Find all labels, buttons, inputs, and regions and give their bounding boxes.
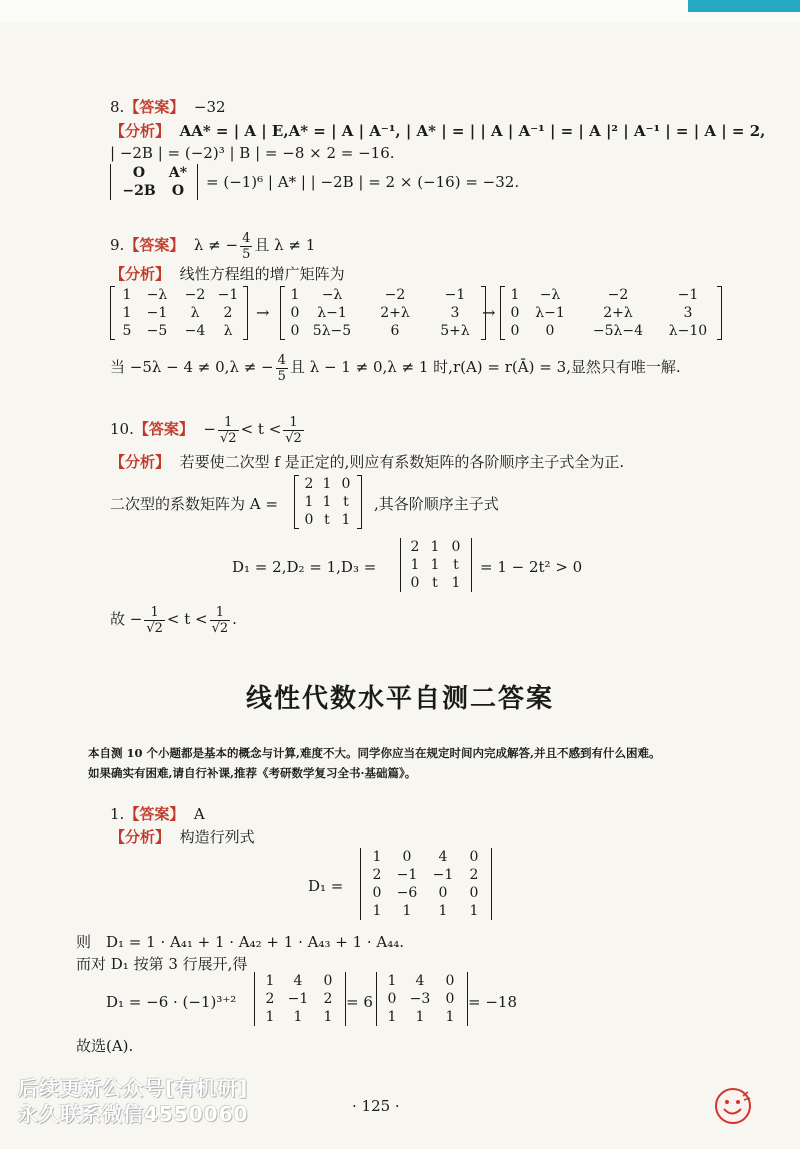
denominator: √2	[211, 620, 229, 636]
matrix-cell: −λ	[539, 287, 561, 303]
det-cell: 2	[372, 867, 382, 883]
matrix-cell: λ−10	[668, 323, 708, 339]
matrix-cell: 6	[390, 323, 400, 339]
answer-label: 【答案】	[124, 236, 185, 254]
q1-minor-determinant	[254, 972, 346, 1026]
det-cell: 1	[293, 1009, 303, 1025]
q8-answer: −32	[193, 98, 226, 116]
fraction	[283, 415, 304, 446]
q9-answer-line	[110, 230, 315, 262]
q1-d1-label	[308, 876, 343, 896]
q1-expand-text: 而对 D₁ 按第 3 行展开,得	[76, 955, 248, 973]
det-cell: 0	[445, 973, 455, 989]
matrix-cell: 5	[122, 323, 132, 339]
det-cell: −6	[396, 885, 418, 901]
q10-analysis-line	[110, 452, 624, 472]
q9-analysis-line	[110, 264, 345, 284]
q10-matrix-text: 二次型的系数矩阵为 A =	[110, 495, 278, 513]
denominator: √2	[285, 430, 302, 446]
q10-intro: 若要使二次型 f 是正定的,则应有系数矩阵的各阶顺序主子式全为正.	[179, 453, 625, 471]
matrix-cell: 0	[545, 323, 555, 339]
analysis-label: 【分析】	[110, 265, 171, 283]
q1-then-text: 则 D₁ = 1 · A₄₁ + 1 · A₄₂ + 1 · A₄₃ + 1 · A₄₄.	[76, 933, 405, 951]
matrix-cell: 1	[122, 287, 132, 303]
matrix-cell: −2	[184, 287, 206, 303]
matrix-cell: 0	[341, 476, 351, 492]
matrix-cell: 2	[304, 476, 314, 492]
inequality: < t <	[166, 610, 208, 628]
matrix-cell: −4	[184, 323, 206, 339]
page-top-edge	[0, 0, 800, 22]
q1-expansion-post	[468, 992, 517, 1012]
answer-label: 【答案】	[133, 420, 194, 438]
q9-conclusion-part: 且 λ − 1 ≠ 0,λ ≠ 1 时,r(A) = r(Ā) = 3,显然只有唯一解.	[289, 358, 681, 376]
q10-matrix-post	[374, 494, 499, 514]
matrix-cell: λ	[190, 305, 200, 321]
det-cell: 0	[323, 973, 333, 989]
det-cell: 0	[402, 849, 412, 865]
q8-analysis-line1	[110, 121, 765, 141]
watermark-line: 永久联系微信4550060	[18, 1102, 249, 1126]
matrix-cell: 5+λ	[440, 323, 470, 339]
matrix-cell: 1	[122, 305, 132, 321]
matrix-cell: 0	[290, 305, 300, 321]
q1-intro: 构造行列式	[179, 828, 255, 846]
q9-number: 9.	[110, 236, 125, 254]
fraction	[218, 415, 239, 446]
det-cell: −3	[409, 991, 431, 1007]
det-cell: 0	[451, 539, 461, 555]
matrix-cell: −1	[677, 287, 699, 303]
section-title: 线性代数水平自测二答案	[245, 684, 554, 714]
q9-matrix-1	[110, 286, 248, 340]
det-cell: t	[453, 557, 459, 573]
matrix-cell: −λ	[321, 287, 343, 303]
matrix-cell: 2+λ	[603, 305, 633, 321]
det-cell: 1	[265, 1009, 275, 1025]
det-cell: 0	[372, 885, 382, 901]
answer-label: 【答案】	[124, 98, 185, 116]
numerator: 4	[277, 352, 286, 368]
matrix-cell: −1	[146, 305, 168, 321]
q10-conclusion-part: 故 −	[110, 610, 143, 628]
det-cell: 1	[265, 973, 275, 989]
det-cell: −1	[432, 867, 454, 883]
q1-d1-text: D₁ =	[308, 877, 344, 895]
q10-coefficient-matrix	[294, 475, 362, 529]
smiley-mascot-icon	[713, 1086, 753, 1126]
det-cell: 2	[323, 991, 333, 1007]
q8-block-determinant	[110, 164, 198, 200]
answer-label: 【答案】	[124, 805, 185, 823]
det-cell: t	[432, 575, 438, 591]
page-number: · 125 ·	[352, 1097, 400, 1115]
matrix-cell: −2	[607, 287, 629, 303]
matrix-cell: 0	[510, 305, 520, 321]
q1-answer-line	[110, 804, 205, 824]
det-cell: 1	[387, 973, 397, 989]
q10-number: 10.	[110, 420, 134, 438]
det-cell: 1	[410, 557, 420, 573]
matrix-cell: 2	[223, 305, 233, 321]
det-cell: 1	[402, 903, 412, 919]
period: .	[232, 610, 237, 628]
analysis-label: 【分析】	[110, 122, 171, 140]
matrix-cell: λ	[223, 323, 233, 339]
numerator: 1	[283, 415, 304, 431]
q1-expansion-text: = 6	[346, 993, 373, 1011]
det-cell: 1	[445, 1009, 455, 1025]
q1-expand-line	[76, 954, 247, 974]
matrix-cell: 1	[341, 512, 351, 528]
matrix-cell: 3	[683, 305, 693, 321]
q9-conclusion	[110, 352, 681, 384]
q10-matrix-text: ,其各阶顺序主子式	[374, 495, 499, 513]
matrix-cell: t	[343, 494, 349, 510]
q10-minors-post	[480, 557, 582, 577]
numerator: 1	[210, 605, 231, 621]
analysis-label: 【分析】	[110, 453, 171, 471]
q8-formula-2: | −2B | = (−2)³ | B | = −8 × 2 = −16.	[110, 144, 395, 162]
minus-sign: −	[203, 420, 216, 438]
matrix-cell: −1	[217, 287, 239, 303]
det-cell: O	[171, 183, 185, 199]
matrix-cell: 5λ−5	[312, 323, 352, 339]
det-cell: 4	[293, 973, 303, 989]
det-cell: 1	[469, 903, 479, 919]
matrix-cell: −5	[146, 323, 168, 339]
matrix-cell: λ−1	[317, 305, 347, 321]
q10-minors-text: D₁ = 2,D₂ = 1,D₃ =	[232, 558, 377, 576]
matrix-cell: 0	[510, 323, 520, 339]
fraction	[240, 231, 252, 262]
fraction	[276, 353, 288, 384]
det-cell: 1	[451, 575, 461, 591]
det-cell: O	[132, 165, 146, 181]
matrix-cell: 2+λ	[380, 305, 410, 321]
denominator: √2	[220, 430, 237, 446]
matrix-cell: −2	[384, 287, 406, 303]
q1-choice-line	[76, 1036, 133, 1056]
det-cell: −1	[396, 867, 418, 883]
q1-expansion-mid	[346, 992, 373, 1012]
q9-conclusion-part: 当 −5λ − 4 ≠ 0,λ ≠ −	[110, 358, 274, 376]
det-cell: 0	[410, 575, 420, 591]
section-intro-line: 如果确实有困难,请自行补课,推荐《考研数学复习全书·基础篇》。	[88, 766, 417, 780]
matrix-cell: 1	[304, 494, 314, 510]
denominator: 5	[277, 368, 286, 384]
numerator: 1	[144, 605, 165, 621]
q1-expansion-text: D₁ = −6 · (−1)³⁺²	[106, 993, 237, 1011]
matrix-cell: −λ	[146, 287, 168, 303]
q1-number: 1.	[110, 805, 125, 823]
det-cell: 2	[265, 991, 275, 1007]
q9-matrix-2	[280, 286, 486, 340]
q8-formula-3: = (−1)⁶ | A* | | −2B | = 2 × (−16) = −32.	[206, 173, 520, 191]
matrix-cell: 3	[450, 305, 460, 321]
denominator: √2	[146, 620, 163, 636]
q10-minors-text: = 1 − 2t² > 0	[480, 558, 583, 576]
q9-answer-part: λ ≠ −	[193, 236, 239, 254]
det-cell: 1	[387, 1009, 397, 1025]
matrix-cell: t	[324, 512, 330, 528]
det-cell: 4	[438, 849, 448, 865]
denominator: 5	[242, 246, 251, 262]
q10-d3-determinant	[400, 538, 472, 592]
det-cell: 0	[438, 885, 448, 901]
matrix-cell: −5λ−4	[592, 323, 644, 339]
det-cell: 0	[387, 991, 397, 1007]
matrix-cell: 0	[304, 512, 314, 528]
det-cell: A*	[168, 165, 188, 181]
det-cell: 1	[430, 557, 440, 573]
edge-tab	[688, 0, 800, 12]
det-cell: 1	[415, 1009, 425, 1025]
q8-number: 8.	[110, 98, 125, 116]
q10-answer-line	[110, 414, 306, 446]
q8-analysis-line2	[110, 143, 395, 163]
det-cell: −2B	[122, 183, 156, 199]
matrix-cell: λ−1	[535, 305, 565, 321]
q8-formula-1: AA* = | A | E,A* = | A | A⁻¹, | A* | = | | A | A⁻¹ | = | A |² | A⁻¹ | = | A | = 2,	[179, 122, 766, 140]
det-cell: 4	[415, 973, 425, 989]
analysis-label: 【分析】	[110, 828, 171, 846]
matrix-cell: 1	[290, 287, 300, 303]
q10-conclusion	[110, 604, 237, 636]
q9-intro: 线性方程组的增广矩阵为	[179, 265, 345, 283]
q8-answer-line	[110, 97, 226, 117]
q1-then-line	[76, 932, 404, 952]
watermark-line: 后续更新公众号[有机研]	[18, 1076, 249, 1100]
q1-expansion-pre	[106, 992, 236, 1012]
matrix-cell: −1	[444, 287, 466, 303]
det-cell: 1	[372, 903, 382, 919]
det-cell: −1	[287, 991, 309, 1007]
q10-minors-pre	[232, 557, 376, 577]
matrix-cell: 1	[322, 494, 332, 510]
det-cell: 1	[438, 903, 448, 919]
det-cell: 1	[372, 849, 382, 865]
matrix-cell: 1	[510, 287, 520, 303]
arrow-icon: →	[482, 303, 496, 322]
matrix-cell: 1	[322, 476, 332, 492]
q9-matrix-3	[500, 286, 722, 340]
det-cell: 0	[469, 849, 479, 865]
q1-reduced-determinant	[376, 972, 468, 1026]
section-intro-line: 本自测 10 个小题都是基本的概念与计算,难度不大。同学你应当在规定时间内完成解答,并且不感到有什么困难。	[88, 746, 661, 760]
arrow-icon: →	[256, 303, 270, 322]
matrix-cell: 0	[290, 323, 300, 339]
inequality: < t <	[240, 420, 282, 438]
q9-answer-part: 且 λ ≠ 1	[254, 236, 316, 254]
q1-answer: A	[193, 805, 205, 823]
q1-analysis-line	[110, 827, 255, 847]
det-cell: 1	[323, 1009, 333, 1025]
fraction	[210, 605, 231, 636]
det-cell: 1	[430, 539, 440, 555]
det-cell: 2	[469, 867, 479, 883]
q1-d1-determinant	[360, 848, 492, 920]
numerator: 1	[218, 415, 239, 431]
q10-matrix-pre	[110, 494, 278, 514]
q1-choice: 故选(A).	[76, 1037, 134, 1055]
det-cell: 0	[469, 885, 479, 901]
q8-analysis-line3	[206, 172, 519, 192]
q1-expansion-text: = −18	[468, 993, 517, 1011]
fraction	[144, 605, 165, 636]
det-cell: 2	[410, 539, 420, 555]
numerator: 4	[242, 230, 251, 246]
det-cell: 0	[445, 991, 455, 1007]
